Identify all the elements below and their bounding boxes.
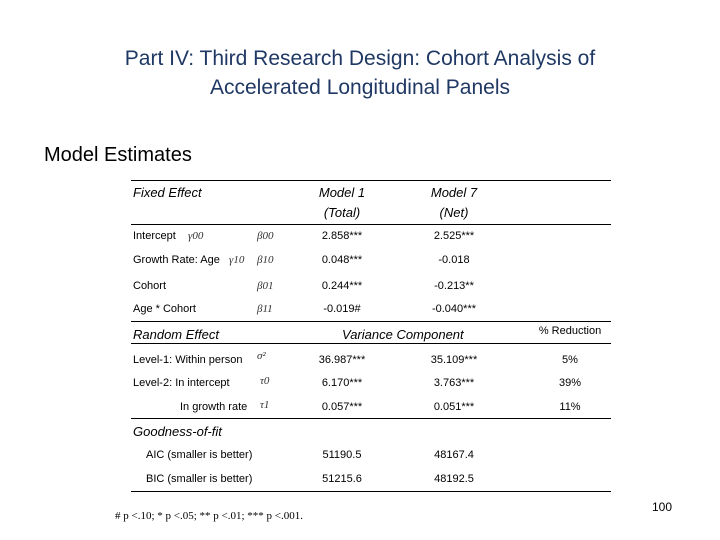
model-1-value: 0.048***	[321, 254, 363, 266]
reduction-value: 39%	[558, 377, 582, 389]
model-1-value: 2.858***	[321, 230, 363, 242]
header-rule	[131, 224, 611, 225]
parameter-symbol: γ00	[188, 230, 204, 242]
page-number: 100	[652, 500, 673, 514]
fit-section-rule	[131, 418, 611, 419]
model-7-value: -0.018	[438, 254, 470, 266]
section-heading: Model Estimates	[44, 144, 192, 166]
row-label: Level-2: In intercept	[133, 377, 230, 389]
random-effect-header: Random Effect	[133, 327, 219, 342]
model-7-value: 2.525***	[433, 230, 475, 242]
row-label: Growth Rate: Age	[133, 254, 220, 266]
fixed-effect-header: Fixed Effect	[133, 185, 202, 200]
row-label: AIC (smaller is better)	[146, 449, 253, 461]
model-1-subheader: (Total)	[323, 205, 361, 220]
slide-title-line-2: Accelerated Longitudinal Panels	[209, 76, 511, 99]
model-7-header: Model 7	[430, 185, 478, 200]
row-label: Intercept	[133, 230, 176, 242]
coefficient-symbol: β11	[257, 303, 273, 315]
model-7-value: 35.109***	[430, 354, 478, 366]
reduction-header: % Reduction	[538, 325, 602, 337]
model-1-value: 0.057***	[321, 401, 363, 413]
slide-title-line-1: Part IV: Third Research Design: Cohort Analysis of	[124, 47, 596, 70]
goodness-of-fit-header: Goodness-of-fit	[133, 424, 222, 439]
model-7-value: 48192.5	[434, 473, 474, 485]
slide-title	[0, 44, 720, 102]
coefficient-symbol: β00	[257, 230, 274, 242]
parameter-symbol: τ0	[260, 375, 270, 387]
parameter-symbol: σ²	[257, 350, 266, 362]
significance-footnote: # p <.10; * p <.05; ** p <.01; *** p <.001.	[115, 510, 303, 522]
random-header-rule	[131, 343, 611, 344]
model-1-value: 36.987***	[318, 354, 366, 366]
random-section-rule	[131, 321, 611, 322]
model-7-value: 3.763***	[433, 377, 475, 389]
row-label: In growth rate	[180, 401, 248, 413]
coefficient-symbol: β01	[257, 280, 274, 292]
parameter-symbol: τ1	[260, 399, 270, 411]
model-1-value: -0.019#	[323, 303, 361, 315]
model-1-value: 6.170***	[321, 377, 363, 389]
variance-component-header: Variance Component	[342, 327, 464, 342]
row-label: BIC (smaller is better)	[146, 473, 253, 485]
row-label: Age * Cohort	[133, 303, 196, 315]
model-7-value: 48167.4	[434, 449, 474, 461]
model-7-value: -0.040***	[431, 303, 477, 315]
model-7-subheader: (Net)	[439, 205, 469, 220]
reduction-value: 11%	[559, 401, 581, 413]
row-label: Level-1: Within person	[133, 354, 243, 366]
parameter-symbol: γ10	[229, 254, 245, 266]
model-1-value: 51215.6	[322, 473, 362, 485]
model-1-value: 0.244***	[321, 280, 363, 292]
model-7-value: 0.051***	[433, 401, 475, 413]
model-7-value: -0.213**	[434, 280, 474, 292]
coefficient-symbol: β10	[257, 254, 274, 266]
model-1-header: Model 1	[318, 185, 366, 200]
table-bottom-rule	[131, 491, 611, 492]
row-label: Cohort	[133, 280, 167, 292]
model-1-value: 51190.5	[322, 449, 362, 461]
table-top-rule	[131, 180, 611, 181]
reduction-value: 5%	[562, 354, 578, 366]
